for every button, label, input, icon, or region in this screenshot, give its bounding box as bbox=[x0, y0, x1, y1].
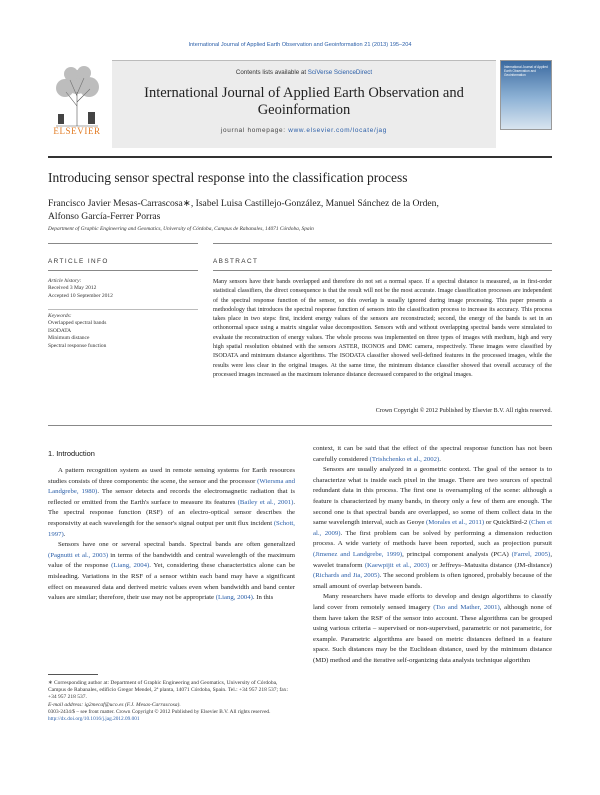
sciencedirect-link[interactable]: SciVerse ScienceDirect bbox=[307, 69, 373, 76]
keywords-label: Keywords: bbox=[48, 313, 72, 319]
publisher-name: ELSEVIER bbox=[53, 126, 101, 136]
journal-title-line2: Geoinformation bbox=[257, 102, 351, 118]
cover-title: International Journal of Applied Earth Observation and Geoinformation bbox=[504, 65, 548, 77]
corresponding-author-note: ∗ Corresponding author at: Department of Graphic Engineering and Geomatics, University of Córdoba, Campus de Rabanales, edificio Gregor Mendel, 2ª planta, 14071 Córdoba, Spain. Tel.: +34 957 218 537; fax: +34 957 218 537. bbox=[48, 680, 288, 701]
journal-citation[interactable]: International Journal of Applied Earth Observation and Geoinformation 21 (2013) 195–204 bbox=[188, 42, 412, 48]
body-paragraph bbox=[313, 444, 552, 465]
body-text: Sensors are usually analyzed in a geometric context. The goal of the sensor is to characterize what is inside each pixel in the image. There are two sources of spectral redundant data in this process. The first one is oversampling of the scene: although a feature is characterized by many bands, in theory only a few of them are enough. The second one is that spectral bands are overlapped, so some of them collect data in the same wavelength interval, such as Geoye bbox=[313, 466, 552, 527]
body-paragraph bbox=[48, 540, 295, 604]
history-label: Article history: bbox=[48, 278, 82, 284]
body-paragraph bbox=[48, 466, 295, 540]
body-text: , principal component analysis (PCA) bbox=[402, 550, 512, 558]
authors-line2: Alfonso García-Ferrer Porras bbox=[48, 211, 161, 222]
received-date: Received 3 May 2012 bbox=[48, 285, 97, 292]
body-text: Sensors have one or several spectral bands. Spectral bands are often generalized bbox=[58, 541, 295, 549]
info-top-rule bbox=[48, 243, 198, 244]
keywords-block bbox=[48, 313, 198, 350]
body-text: . Yet, considering these characteristics alone can be misleading. Variations in the RSF of a sensor within each band may have a significant effect on measured data and derived metric values even when bandwidth and band center values are similar; therefore, their use may not be appropriate bbox=[48, 562, 296, 602]
affiliation: Department of Graphic Engineering and Geomatics, University of Córdoba, Campus de Rabanales, 14071 Córdoba, Spain bbox=[48, 226, 314, 232]
body-paragraph bbox=[313, 465, 552, 592]
body-text: , wavelet transform bbox=[313, 550, 552, 569]
journal-title-line1: International Journal of Applied Earth Observation and bbox=[144, 85, 464, 101]
journal-banner bbox=[112, 60, 496, 148]
abstract-top-rule bbox=[213, 243, 552, 244]
accepted-date: Accepted 10 September 2012 bbox=[48, 292, 113, 299]
homepage-prefix: journal homepage: bbox=[220, 127, 289, 134]
body-text: or QuickBird-2 bbox=[484, 519, 529, 527]
homepage-link[interactable]: www.elsevier.com/locate/jag bbox=[288, 127, 388, 134]
citation-link[interactable]: (Liang, 2004) bbox=[111, 562, 150, 570]
section-heading-introduction: 1. Introduction bbox=[48, 449, 95, 458]
body-text: Many researchers have made efforts to develop and design algorithms to classify land cover from remotely sensed imagery bbox=[313, 593, 552, 611]
citation-link[interactable]: (Chen et al., 2009) bbox=[313, 519, 552, 537]
body-text: A pattern recognition system as used in remote sensing systems for Earth resources studies consists of three components: the scene, the sensor and the processor bbox=[48, 467, 295, 485]
footnote-rule bbox=[48, 674, 98, 675]
doi-link[interactable]: http://dx.doi.org/10.1016/j.jag.2012.09.001 bbox=[48, 716, 140, 722]
article-title: Introducing sensor spectral response into the classification process bbox=[48, 170, 408, 185]
abstract-copyright: Crown Copyright © 2012 Published by Elsevier B.V. All rights reserved. bbox=[375, 408, 552, 414]
body-text: or Jeffreys–Matusita distance (JM-distance) bbox=[429, 561, 553, 569]
body-text: . In this bbox=[252, 594, 274, 602]
citation-link[interactable]: (Tso and Mather, 2001) bbox=[433, 603, 500, 611]
body-column-left bbox=[48, 466, 295, 604]
contents-line bbox=[112, 69, 496, 76]
authors-line1: Francisco Javier Mesas-Carrascosa∗, Isabel Luisa Castillejo-González, Manuel Sánchez de la Orden, bbox=[48, 198, 439, 209]
body-text: . The sensor detects and records the electromagnetic radiation that is reflected or emitted from the Earth's surface to measure its features bbox=[48, 488, 296, 506]
journal-homepage bbox=[112, 127, 496, 134]
keyword: Overlapped spectral bands bbox=[48, 320, 107, 327]
body-text: . bbox=[63, 530, 66, 538]
body-text: context, it can be said that the effect of the spectral response function has not been carefully considered bbox=[313, 445, 552, 463]
keyword: Minimum distance bbox=[48, 335, 90, 342]
abstract-text: Many sensors have their bands overlapped and therefore do not set a normal space. If a spectral distance is measured, as in first-order statistical classifiers, the direct consequence is that the result will not be the most accurate. Image classification processes are independent of the spectral response function of the sensor, so this overlap is usually ignored during image processing. This paper presents a methodology that introduces the spectral response function of sensors into the classification process to increase its accuracy. This process takes place in two steps: first, incident energy values of the sensors are reconstructed; second, the energy of the bands is set in an orthonormal space using a matrix singular value decomposition. Sensors with and without overlapping spectral bands were simulated to evaluate the reconstruction of energy values. The whole process was implemented on three types of images with medium, high and very high spatial resolution obtained with the sensors ASTER, IKONOS and DMC camera, respectively. These images were classified by ISODATA and minimum distance algorithms. The ISODATA classifier showed well-defined features in the processed images, while the results were less clear in the original images. At the same time, the minimum distance classifier showed that overall accuracy of the processed images increased as the maximum tolerance distance decreased compared to the original images. bbox=[213, 279, 552, 378]
journal-cover-thumbnail bbox=[500, 60, 552, 130]
citation-link[interactable]: (Morales et al., 2011) bbox=[426, 519, 485, 527]
body-paragraph bbox=[313, 592, 552, 666]
citation-link[interactable]: (Jimenez and Landgrebe, 1999) bbox=[313, 550, 403, 558]
email-note: E-mail address: ig2mecaf@uco.es (F.J. Mesas-Carrascosa). bbox=[48, 701, 181, 708]
abstract-bottom-rule bbox=[48, 425, 552, 426]
citation-link[interactable]: (Kaewpijit et al., 2003) bbox=[364, 561, 430, 569]
header-divider bbox=[48, 156, 552, 158]
article-info-heading: ARTICLE INFO bbox=[48, 258, 109, 265]
front-matter bbox=[48, 709, 552, 723]
body-text: . The spectral response function (RSF) of an electro-optical sensor describes the responsivity at each wavelength for the sensor's signal output per unit flux incident bbox=[48, 498, 296, 527]
citation-link[interactable]: (Pagnutti et al., 2003) bbox=[48, 551, 109, 559]
body-text: , although none of them have taken the RSF of the sensor into account. These algorithms can be grouped using various criteria – supervised or non-supervised, parametric or not parametric, for example. Parametric algorithms are based on metric distances defined in a feature space. Such distances may be the Euclidean distance, used by the minimum distance (MD) method and the iterative self-organizing data analysis technique algorithm bbox=[313, 603, 552, 664]
info-heading-rule bbox=[48, 270, 198, 271]
citation-link[interactable]: (Richards and Jia, 2005) bbox=[313, 572, 380, 580]
body-text: . The first problem can be solved by performing a dimension reduction process. A wide variety of methods have been reported, such as projection pursuit bbox=[313, 529, 553, 548]
body-text: in terms of the bandwidth and central wavelength of the maximum value of the response bbox=[48, 551, 295, 570]
journal-title bbox=[112, 85, 496, 119]
keyword: ISODATA bbox=[48, 327, 72, 334]
body-text: . bbox=[439, 455, 441, 463]
body-text: . The second problem is often ignored, probably because of the small amount of overlap between bands. bbox=[313, 572, 553, 590]
article-history bbox=[48, 278, 198, 300]
citation-link[interactable]: (Schott, 1997) bbox=[48, 519, 295, 538]
journal-masthead bbox=[48, 60, 552, 152]
citation-link[interactable]: (Bailey et al., 2001) bbox=[237, 498, 294, 506]
info-mid-rule bbox=[48, 309, 198, 310]
elsevier-tree-logo bbox=[48, 62, 106, 128]
footnote bbox=[48, 680, 295, 709]
citation-link[interactable]: (Farrel, 2005) bbox=[511, 550, 551, 558]
body-column-right bbox=[313, 444, 552, 666]
contents-prefix: Contents lists available at bbox=[235, 69, 308, 76]
keyword: Spectral response function bbox=[48, 342, 107, 349]
citation-link[interactable]: (Trishchenko et al., 2002) bbox=[369, 455, 440, 463]
issn-line: 0303-2434/$ – see front matter. Crown Copyright © 2012 Published by Elsevier B.V. All rights reserved. bbox=[48, 709, 271, 715]
abstract-heading-rule bbox=[213, 270, 552, 271]
citation-link[interactable]: (Wiersma and Landgrebe, 1980) bbox=[48, 477, 296, 496]
citation-link[interactable]: (Liang, 2004) bbox=[215, 594, 253, 602]
abstract-heading: ABSTRACT bbox=[213, 258, 259, 265]
author-list bbox=[48, 197, 552, 223]
